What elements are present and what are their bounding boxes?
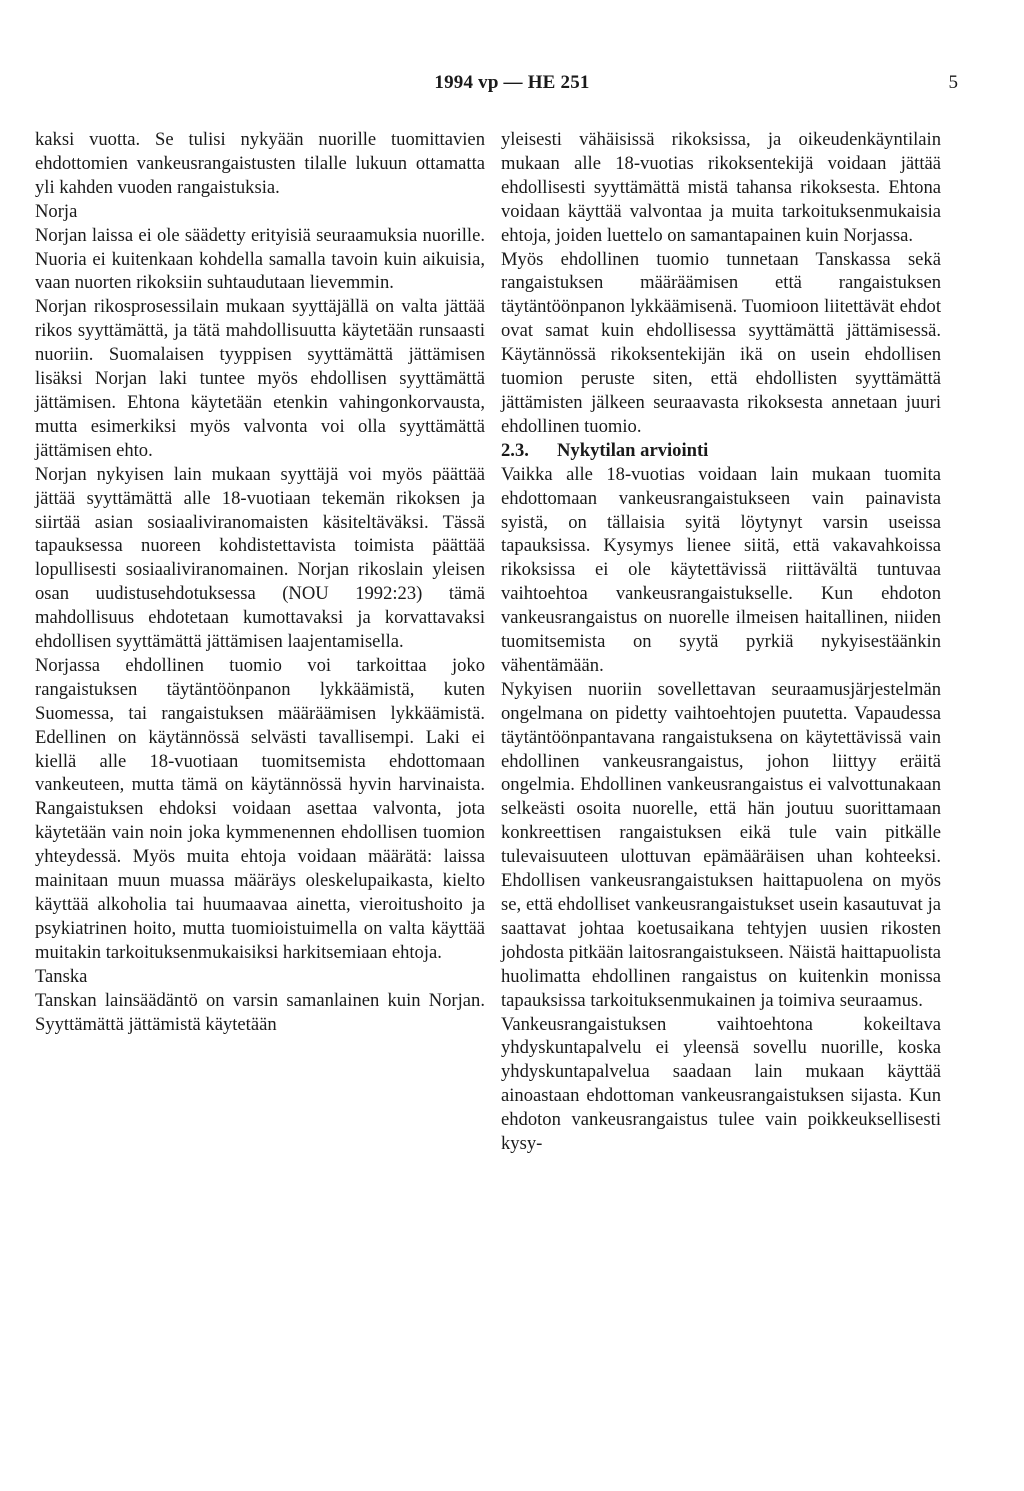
subheading-norja: Norja [35,200,78,222]
paragraph: Norjassa ehdollinen tuomio voi tarkoittaa joko rangaistuksen täytäntöönpanon lykkäämistä, kuten Suomessa, tai rangaistuksen määräämisen lykkäämistä. Edellinen on käytännössä selvästi tavallisempi. Laki ei kiellä alle 18-vuotiaan tuomitsemista ehdottomaan vankeuteen, mutta tämä on käytännössä hyvin harvinaista. Rangaistuksen ehdoksi voidaan asettaa valvonta, jota käytetään vain noin joka kymmenennen ehdollisen tuomion yhteydessä. Myös muita ehtoja voidaan määrätä: laissa mainitaan muun muassa määräys oleskelupaikasta, kielto käyttää alkoholia tai huumaavaa ainetta, vieroitushoito ja psykiatrinen hoito, mutta tuomioistuimella on valta käyttää muitakin tarkoituksenmukaisiksi harkitsemiaan ehtoja. [35,654,485,963]
page-number: 5 [948,72,958,93]
right-column [501,128,941,1156]
paragraph: kaksi vuotta. Se tulisi nykyään nuorille tuomittavien ehdottomien vankeusrangaistusten tilalle lukuun ottamatta yli kahden vuoden rangaistuksia. [35,129,485,198]
section-heading [501,439,941,463]
paragraph: Norjan laissa ei ole säädetty erityisiä seuraamuksia nuorille. Nuoria ei kuitenkaan kohdella samalla tavoin kuin aikuisia, vaan nuorten rikoksiin suhtaudutaan lievemmin. [35,224,485,294]
section-number: 2.3. [501,439,529,461]
paragraph: Myös ehdollinen tuomio tunnetaan Tanskassa sekä rangaistuksen määräämisen että rangaistuksen täytäntöönpanon lykkäämisenä. Tuomioon liitettävät ehdot ovat samat kuin ehdollisessa syyttämättä jättämisessä. Käytännössä rikoksentekijän ikä on usein ehdollisen tuomion peruste siten, että ehdollisten syyttämättä jättämisten jälkeen seuraavasta rikoksesta annetaan juuri ehdollinen tuomio. [501,248,941,437]
running-title: 1994 vp — HE 251 [434,72,590,93]
section-title: Nykytilan arviointi [557,439,709,461]
paragraph: Norjan rikosprosessilain mukaan syyttäjällä on valta jättää rikos syyttämättä, ja tätä mahdollisuutta käytetään runsaasti nuoriin. Suomalaisen tyyppisen syyttämättä jättämisen lisäksi Norjan laki tuntee myös ehdollisen syyttämättä jättämisen. Ehtona käytetään etenkin vahingonkorvausta, mutta esimerkiksi myös valvonta voi olla syyttämättä jättämisen ehto. [35,296,485,461]
page-header [0,72,1024,102]
paragraph: Vankeusrangaistuksen vaihtoehtona kokeiltava yhdyskuntapalvelu ei yleensä sovellu nuorille, koska yhdyskuntapalvelua saadaan lain mukaan käyttää ainoastaan ehdottoman vankeusrangaistuksen sijasta. Kun ehdoton vankeusrangaistus tulee vain poikkeuksellisesti kysy- [501,1013,941,1155]
subheading-tanska: Tanska [35,965,88,987]
paragraph: yleisesti vähäisissä rikoksissa, ja oikeudenkäyntilain mukaan alle 18-vuotias rikoksentekijä voidaan jättää ehdollisesti syyttämättä mistä tahansa rikoksesta. Ehtona voidaan käyttää valvontaa ja muita tarkoituksenmukaisia ehtoja, joiden luettelo on samantapainen kuin Norjassa. [501,129,941,246]
paragraph: Norjan nykyisen lain mukaan syyttäjä voi myös päättää jättää syyttämättä alle 18-vuotiaan tekemän rikoksen ja siirtää asian sosiaaliviranomaisten käsiteltäväksi. Tässä tapauksessa nuoreen kohdistettavista toimista päättää lopullisesti sosiaaliviranomainen. Norjan rikoslain yleisen osan uudistusehdotuksessa (NOU 1992:23) tämä mahdollisuus ehdotetaan kumottavaksi ja korvattavaksi ehdollisen syyttämättä jättämisen laajentamisella. [35,463,485,653]
paragraph: Vaikka alle 18-vuotias voidaan lain mukaan tuomita ehdottomaan vankeusrangaistukseen vain painavista syistä, on tällaisia syitä löytynyt varsin useissa tapauksissa. Kysymys lienee siitä, että vakavahkoissa rikoksissa ei ole käytettävissä riittävältä tuntuvaa vaihtoehtoa vankeusrangaistukselle. Kun ehdoton vankeusrangaistus on nuorelle ilmeisen haitallinen, niiden tuomitsemista on syytä pyrkiä nykyisestäänkin vähentämään. [501,463,941,676]
paragraph: Tanskan lainsäädäntö on varsin samanlainen kuin Norjan. Syyttämättä jättämistä käytetään [35,989,485,1035]
left-column [35,128,485,1036]
paragraph: Nykyisen nuoriin sovellettavan seuraamusjärjestelmän ongelmana on pidetty vaihtoehtojen puutetta. Vapaudessa täytäntöönpantavana rangaistuksena on käytettävissä vain ehdollinen vankeusrangaistus, johon liittyy eräitä ongelmia. Ehdollinen vankeusrangaistus ei valvottunakaan selkeästi osoita nuorelle, että hän joutuu suorittamaan konkreettisen rangaistuksen eikä tule vain pitkälle tulevaisuuteen ulottuvan epämääräisen uhan kohteeksi. Ehdollisen vankeusrangaistuksen haittapuolena on myös se, että ehdolliset vankeusrangaistukset usein kasautuvat ja saattavat johtaa koetusaikana tehtyjen uusien rikosten johdosta pitkään laitosrangaistukseen. Näistä haittapuolista huolimatta ehdollinen rangaistus on kuitenkin monissa tapauksissa tarkoituksenmukainen ja toimiva seuraamus. [501,678,941,1011]
